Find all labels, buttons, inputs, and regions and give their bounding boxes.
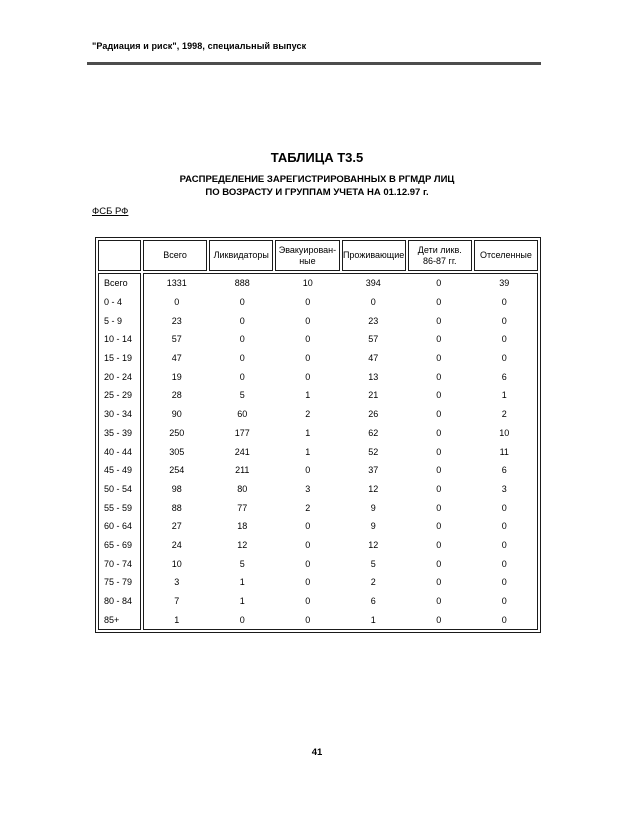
table-cell: 0 — [501, 297, 507, 308]
table-cell: 90 — [171, 409, 182, 420]
row-label: 60 - 64 — [104, 521, 133, 532]
table-cell: 0 — [174, 297, 180, 308]
table-cell: 177 — [234, 427, 250, 438]
table-cell: 1331 — [166, 278, 187, 289]
table-cell: 12 — [368, 483, 379, 494]
row-label: 50 - 54 — [104, 483, 133, 494]
table-cell: 2 — [370, 577, 376, 588]
table-cell: 88 — [171, 502, 182, 513]
table-cell: 0 — [305, 353, 311, 364]
table-cell: 0 — [305, 596, 311, 607]
table-cell: 0 — [370, 297, 376, 308]
column-header: Ликвидаторы — [209, 240, 273, 271]
table-cell: 52 — [368, 446, 379, 457]
table-cell: 12 — [368, 539, 379, 550]
row-label: 75 - 79 — [104, 577, 133, 588]
table-cell: 39 — [499, 278, 510, 289]
table-cell: 1 — [239, 577, 245, 588]
table-cell: 888 — [234, 278, 250, 289]
table-cell: 12 — [237, 539, 248, 550]
table-cell: 2 — [305, 502, 311, 513]
agency-label: ФСБ РФ — [92, 206, 129, 217]
table-cell: 0 — [305, 521, 311, 532]
table-cell: 13 — [368, 371, 379, 382]
row-label: 15 - 19 — [104, 353, 133, 364]
table-cell: 0 — [436, 297, 442, 308]
table-cell: 0 — [501, 334, 507, 345]
table-cell: 0 — [305, 297, 311, 308]
table-cell: 0 — [436, 446, 442, 457]
table-cell: 26 — [368, 409, 379, 420]
table-cell: 98 — [171, 483, 182, 494]
table-cell: 62 — [368, 427, 379, 438]
table-title-line1: РАСПРЕДЕЛЕНИЕ ЗАРЕГИСТРИРОВАННЫХ В РГМДР ЛИЦ — [179, 174, 455, 185]
table-cell: 5 — [370, 558, 376, 569]
table-number-heading: ТАБЛИЦА Т3.5 — [270, 150, 364, 165]
table-cell: 0 — [501, 539, 507, 550]
table-cell: 0 — [436, 614, 442, 625]
table-cell: 0 — [239, 371, 245, 382]
table-cell: 0 — [436, 539, 442, 550]
table-cell: 3 — [174, 577, 180, 588]
table-cell: 6 — [501, 465, 507, 476]
table-cell: 27 — [171, 521, 182, 532]
table-cell: 0 — [305, 465, 311, 476]
table-cell: 0 — [305, 558, 311, 569]
column-header: Всего — [143, 240, 207, 271]
column-header: Отселенные — [474, 240, 538, 271]
table-cell: 10 — [499, 427, 510, 438]
row-label: 0 - 4 — [104, 297, 123, 308]
table-cell: 211 — [235, 465, 250, 476]
table-cell: 0 — [239, 297, 245, 308]
table-cell: 0 — [436, 558, 442, 569]
table-cell: 2 — [501, 409, 507, 420]
table-cell: 19 — [171, 371, 182, 382]
table-cell: 0 — [501, 596, 507, 607]
table-cell: 0 — [436, 465, 442, 476]
table-cell: 0 — [501, 614, 507, 625]
table-cell: 11 — [499, 446, 509, 457]
table-cell: 0 — [239, 334, 245, 345]
table-cell: 254 — [169, 465, 185, 476]
row-label: 80 - 84 — [104, 596, 133, 607]
table-row-label-column — [98, 273, 141, 630]
table-cell: 0 — [436, 409, 442, 420]
table-cell: 10 — [302, 278, 313, 289]
table-cell: 47 — [171, 353, 182, 364]
table-cell: 0 — [436, 315, 442, 326]
table-cell: 0 — [305, 315, 311, 326]
table-cell: 60 — [237, 409, 248, 420]
row-label: 10 - 14 — [104, 334, 133, 345]
table-cell: 5 — [239, 390, 245, 401]
table-cell: 28 — [171, 390, 182, 401]
table-cell: 0 — [436, 502, 442, 513]
header-rule — [87, 62, 541, 65]
table-cell: 23 — [171, 315, 182, 326]
column-header: Эвакуирован- ные — [275, 240, 339, 271]
row-label: 70 - 74 — [104, 558, 133, 569]
table-cell: 0 — [239, 614, 245, 625]
table-cell: 1 — [370, 614, 376, 625]
table-cell: 18 — [237, 521, 248, 532]
table-cell: 3 — [305, 483, 311, 494]
table-cell: 0 — [305, 371, 311, 382]
table-cell: 0 — [436, 390, 442, 401]
table-cell: 0 — [501, 558, 507, 569]
row-label: 30 - 34 — [104, 409, 133, 420]
table-cell: 47 — [368, 353, 379, 364]
journal-header: "Радиация и риск", 1998, специальный выпуск — [92, 41, 307, 51]
row-label: 55 - 59 — [104, 502, 133, 513]
table-cell: 305 — [169, 446, 185, 457]
table-cell: 57 — [171, 334, 182, 345]
table-cell: 394 — [365, 278, 381, 289]
table-cell: 0 — [436, 371, 442, 382]
table-cell: 0 — [239, 315, 245, 326]
table-cell: 0 — [436, 353, 442, 364]
row-label: 20 - 24 — [104, 371, 133, 382]
table-cell: 80 — [237, 483, 248, 494]
row-label: 65 - 69 — [104, 539, 133, 550]
table-cell: 37 — [368, 465, 379, 476]
table-cell: 0 — [305, 614, 311, 625]
table-cell: 0 — [436, 483, 442, 494]
column-header: Дети ликв. 86-87 гг. — [408, 240, 472, 271]
table-cell: 1 — [305, 446, 311, 457]
table-cell: 0 — [436, 521, 442, 532]
table-cell: 0 — [501, 353, 507, 364]
table-cell: 241 — [234, 446, 250, 457]
row-label: 85+ — [104, 614, 120, 625]
table-body — [98, 273, 538, 630]
table-cell: 1 — [174, 614, 180, 625]
table-cell: 250 — [169, 427, 185, 438]
table-cell: 0 — [501, 577, 507, 588]
table-cell: 0 — [501, 315, 507, 326]
row-label: 40 - 44 — [104, 446, 133, 457]
table-cell: 10 — [171, 558, 182, 569]
table-cell: 0 — [436, 596, 442, 607]
table-cell: 6 — [370, 596, 376, 607]
table-cell: 21 — [368, 390, 379, 401]
table-cell: 0 — [239, 353, 245, 364]
table-cell: 0 — [436, 334, 442, 345]
row-label: 35 - 39 — [104, 427, 133, 438]
table-title-line2: ПО ВОЗРАСТУ И ГРУППАМ УЧЕТА НА 01.12.97 г. — [205, 186, 429, 198]
table-cell: 7 — [174, 596, 180, 607]
table-cell: 1 — [305, 427, 311, 438]
table-cell: 57 — [368, 334, 379, 345]
table-cell: 9 — [370, 521, 376, 532]
table-cell: 0 — [305, 577, 311, 588]
table-cell: 0 — [501, 502, 507, 513]
table-data-grid — [143, 273, 538, 630]
table-cell: 23 — [368, 315, 379, 326]
row-label: 45 - 49 — [104, 465, 133, 476]
table-cell: 24 — [171, 539, 182, 550]
table-cell: 0 — [305, 539, 311, 550]
table-cell: 1 — [239, 596, 245, 607]
table-cell: 2 — [305, 409, 311, 420]
column-header-empty — [98, 240, 141, 271]
row-label: 5 - 9 — [104, 315, 123, 326]
table-cell: 0 — [305, 334, 311, 345]
table-cell: 0 — [436, 427, 442, 438]
table-cell: 0 — [501, 521, 507, 532]
table-header-row — [98, 240, 538, 271]
table-cell: 9 — [370, 502, 376, 513]
table-cell: 77 — [237, 502, 248, 513]
table-cell: 0 — [436, 278, 442, 289]
page-number: 41 — [311, 747, 323, 758]
table-cell: 1 — [305, 390, 311, 401]
table-cell: 5 — [239, 558, 245, 569]
column-header: Проживающие — [342, 240, 406, 271]
table-cell: 6 — [501, 371, 507, 382]
data-table — [95, 237, 541, 633]
row-label: Всего — [104, 278, 128, 289]
table-cell: 1 — [501, 390, 507, 401]
row-label: 25 - 29 — [104, 390, 133, 401]
table-cell: 3 — [501, 483, 507, 494]
table-cell: 0 — [436, 577, 442, 588]
table-title — [0, 174, 634, 199]
